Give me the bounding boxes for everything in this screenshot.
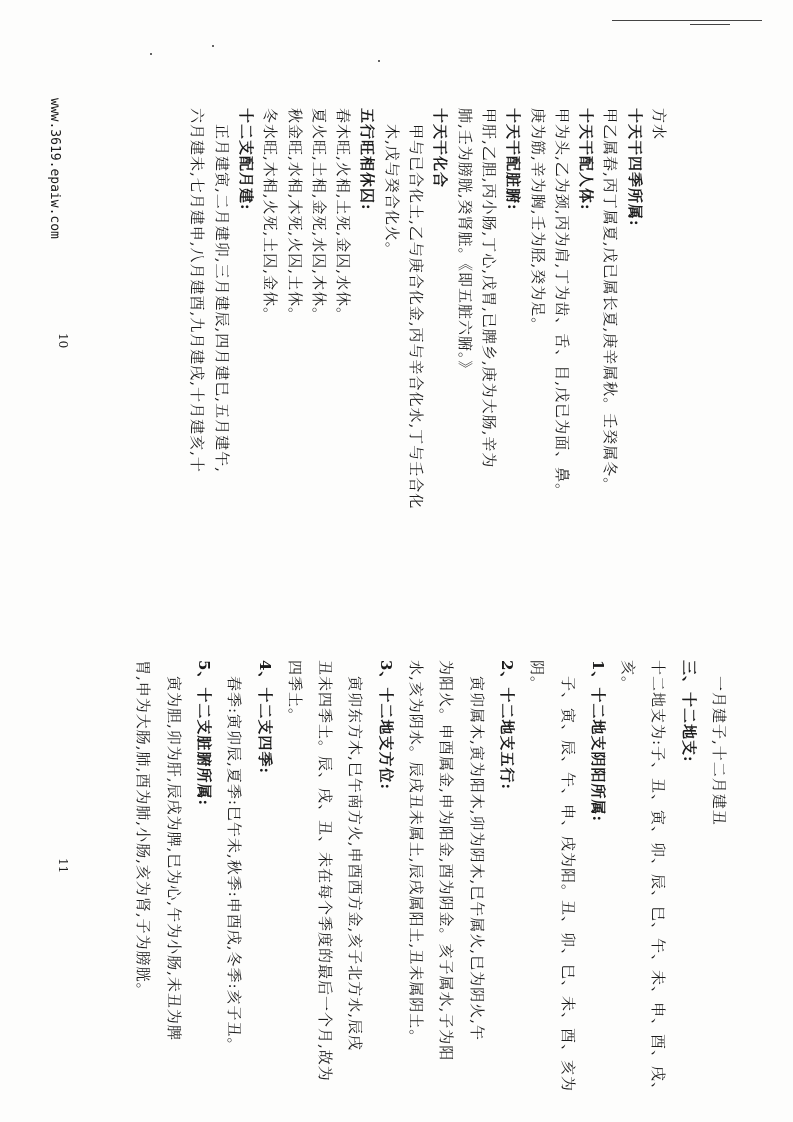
website-watermark: www.3619.epaiw.com (47, 98, 62, 239)
text-column-left-page-2: 甲乙属春,丙丁属夏,戊已属长夏,庚辛属秋。壬癸属冬。 (601, 108, 620, 494)
page-number-right: 11 (56, 858, 70, 874)
text-column-right-page-16: 春季:寅卯辰,夏季:巳午未,秋季:申酉戌,冬季:亥子丑。 (225, 660, 244, 1054)
section-heading-right-page-17: 5、十二支脏腑所属: (194, 660, 213, 806)
text-column-right-page-18: 寅为胆,卯为肝,辰戌为脾,巳为心,午为小肠,未丑为脾 (164, 660, 183, 1041)
text-column-left-page-18: 正月建寅,二月建卯,三月建辰,四月建巳,五月建午, (212, 108, 231, 473)
scan-speck (378, 60, 380, 62)
text-column-left-page-16: 冬水旺,木相,火死,土囚,金休。 (261, 108, 280, 324)
text-column-right-page-2: 十二地支为:子、丑、寅、卯、辰、巳、午、未、申、酉、戌、 (649, 660, 668, 1099)
section-heading-left-page-1: 十天干四季所属: (625, 108, 644, 227)
section-heading-left-page-17: 十二支配月建: (236, 108, 255, 211)
text-column-right-page-12: 寅卯东方木,巳午南方火,申酉西方金,亥子北方水,辰戌 (346, 660, 365, 1052)
scan-artifact-line (612, 20, 762, 21)
text-column-left-page-8: 肺,壬为膀胱,癸肾脏。《即五脏六腑。》 (455, 108, 474, 377)
text-column-right-page-9: 为阳火。申酉属金,申为阳金,酉为阴金。亥子属水,子为阳 (437, 660, 456, 1062)
section-heading-left-page-9: 十天干化合 (431, 108, 450, 189)
scan-speck (150, 53, 152, 55)
text-column-right-page-13: 丑未四季土。辰、戌、丑、未在每个季度的最后一个月,故为 (316, 660, 335, 1082)
section-heading-right-page-11: 3、十二地支方位: (376, 660, 395, 790)
text-column-left-page-0: 方水 (650, 108, 668, 141)
text-column-right-page-3: 亥。 (619, 660, 638, 693)
section-heading-left-page-3: 十天干配人体: (577, 108, 596, 211)
text-column-right-page-0: 一月建子,十二月建丑 (710, 660, 728, 826)
text-column-left-page-19: 六月建未,七月建申,八月建酉,九月建戌,十月建亥,十 (188, 108, 207, 473)
section-heading-right-page-7: 2、十二地支五行: (497, 660, 516, 790)
scan-speck (212, 45, 214, 47)
text-column-right-page-14: 四季土。 (285, 660, 304, 725)
text-column-right-page-8: 寅卯属木,寅为阳木,卯为阴木,巳午属火,巳为阴火,午 (467, 660, 486, 1041)
text-column-left-page-4: 甲为头,乙为颈,丙为肩,丁为齿、舌、目,戊已为面、鼻。 (552, 108, 571, 500)
scan-artifact-line (690, 24, 730, 25)
section-heading-right-page-15: 4、十二支四季: (255, 660, 274, 774)
text-column-right-page-10: 水,亥为阴水。辰戌丑未属土,辰戌属阳土,丑未属阴土。 (407, 660, 425, 1046)
text-column-left-page-14: 夏火旺,土相,金死,水囚,木休。 (309, 108, 328, 324)
text-column-right-page-5: 子、寅、辰、午、申、戌为阳。丑、卯、巳、未、酉、亥为 (558, 660, 577, 1093)
text-column-right-page-6: 阴。 (528, 660, 547, 693)
text-column-right-page-19: 胃,申为大肠,肺,酉为肺,小肠,亥为肾,子为膀胱。 (134, 660, 153, 999)
text-column-left-page-7: 甲肝,乙胆,丙小肠,丁心,戊胃,已脾乡,庚为大肠,辛为 (479, 108, 498, 469)
section-heading-right-page-1: 三、十二地支: (679, 660, 698, 763)
section-heading-left-page-6: 十天干配脏腑: (504, 108, 523, 211)
section-heading-right-page-4: 1、十二地支阴阳所属: (588, 660, 607, 822)
text-column-left-page-11: 木,戊与癸合化火。 (382, 108, 401, 258)
text-column-left-page-10: 甲与已合化土,乙与庚合化金,丙与辛合化水,丁与壬合化 (407, 108, 425, 510)
text-column-left-page-15: 秋金旺,水相,木死,火囚,土休。 (285, 108, 304, 324)
page-number-left: 10 (56, 333, 70, 349)
text-column-left-page-5: 庚为筋,辛为胸,壬为胫,癸为足。 (528, 108, 547, 334)
section-heading-left-page-12: 五行旺相休囚: (358, 108, 377, 211)
text-column-left-page-13: 春木旺,火相,土死,金囚,水休。 (334, 108, 353, 324)
